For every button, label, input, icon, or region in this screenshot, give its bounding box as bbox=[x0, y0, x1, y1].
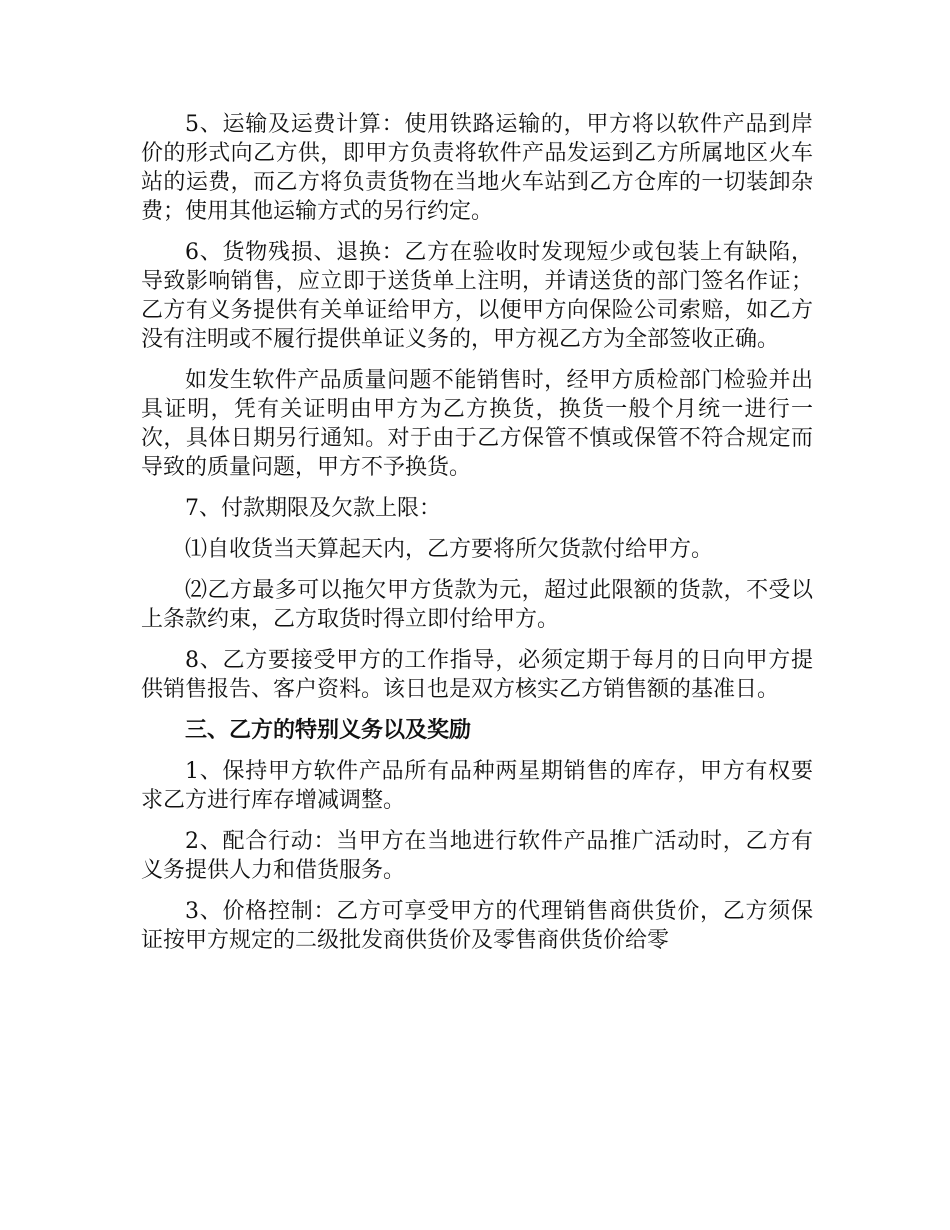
obligation-2-cooperation: 2、配合行动：当甲方在当地进行软件产品推广活动时，乙方有义务提供人力和借货服务。 bbox=[141, 829, 813, 883]
obligation-3-price-control: 3、价格控制：乙方可享受甲方的代理销售商供货价，乙方须保证按甲方规定的二级批发商供货价及零售商供货价给零 bbox=[141, 899, 813, 953]
payment-item-1: ⑴自收货当天算起天内，乙方要将所欠货款付给甲方。 bbox=[185, 537, 714, 562]
clause-8-guidance: 8、乙方要接受甲方的工作指导，必须定期于每月的日向甲方提供销售报告、客户资料。该日也是双方核实乙方销售额的基准日。 bbox=[141, 648, 813, 702]
clause-6-damage-return: 6、货物残损、退换：乙方在验收时发现短少或包装上有缺陷，导致影响销售，应立即于送货单上注明，并请送货的部门签名作证；乙方有义务提供有关单证给甲方，以便甲方向保险公司索赔，如乙方没有注明或不履行提供单证义务的，甲方视乙方为全部签收正确。 bbox=[141, 240, 813, 352]
clause-5-transport: 5、运输及运费计算：使用铁路运输的，甲方将以软件产品到岸价的形式向乙方供，即甲方负责将软件产品发运到乙方所属地区火车站的运费，而乙方将负责货物在当地火车站到乙方仓库的一切装卸杂费；使用其他运输方式的另行约定。 bbox=[141, 112, 813, 224]
payment-item-2: ⑵乙方最多可以拖欠甲方货款为元，超过此限额的货款，不受以上条款约束，乙方取货时得立即付给甲方。 bbox=[141, 578, 813, 632]
quality-exchange-paragraph: 如发生软件产品质量问题不能销售时，经甲方质检部门检验并出具证明，凭有关证明由甲方为乙方换货，换货一般个月统一进行一次，具体日期另行通知。对于由于乙方保管不慎或保管不符合规定而导致的质量问题，甲方不予换货。 bbox=[141, 368, 813, 480]
clause-7-payment-terms: 7、付款期限及欠款上限： bbox=[185, 496, 441, 521]
obligation-1-inventory: 1、保持甲方软件产品所有品种两星期销售的库存，甲方有权要求乙方进行库存增减调整。 bbox=[141, 759, 813, 813]
section-heading: 三、乙方的特别义务以及奖励 bbox=[185, 718, 472, 743]
document-page bbox=[141, 110, 813, 967]
